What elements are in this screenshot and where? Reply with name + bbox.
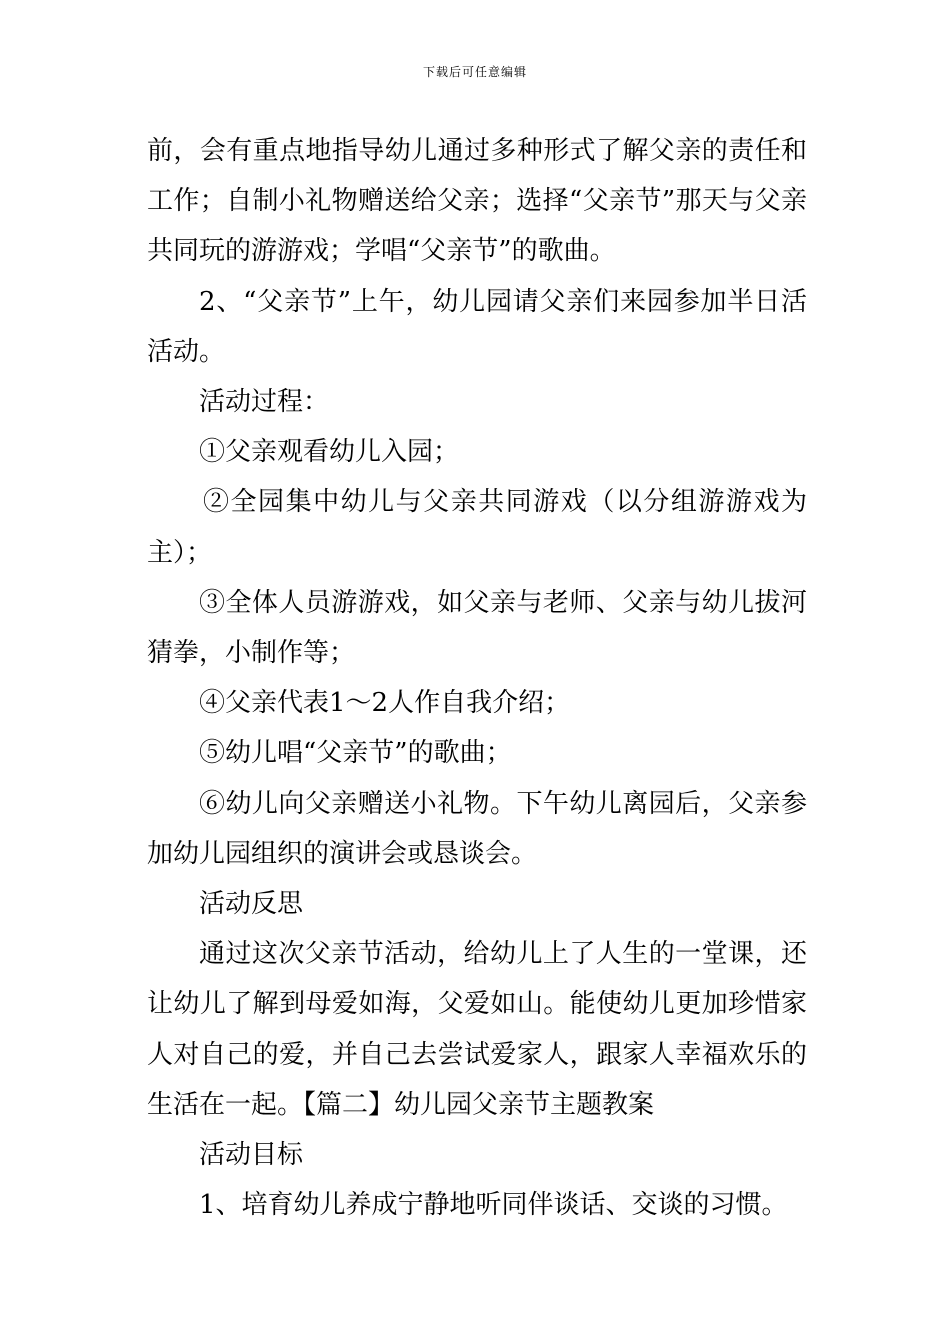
page-header: 下载后可任意编辑 [422,65,527,79]
list-item-step-2: ②全园集中幼儿与父亲共同游戏（以分组游游戏为主）； [147,487,807,568]
heading-activity-reflection: 活动反思 [199,889,304,920]
heading-activity-goals: 活动目标 [199,1140,304,1171]
list-item-step-3: ③全体人员游游戏，如父亲与老师、父亲与幼儿拔河猜拳，小制作等； [147,587,807,669]
list-item-step-1: ①父亲观看幼儿入园； [199,437,460,468]
paragraph-preparation-continued: 前，会有重点地指导幼儿通过多种形式了解父亲的责任和工作；自制小礼物赠送给父亲；选择“父亲节”那天与父亲共同玩的游游戏；学唱“父亲节”的歌曲。 [147,136,807,267]
list-item-goal-1: 1、培育幼儿养成宁静地听同伴谈话、交谈的习惯。 [199,1190,788,1221]
heading-activity-process: 活动过程： [199,387,330,418]
list-item-step-4: ④父亲代表1～2人作自我介绍； [199,688,571,719]
list-item-step-6: ⑥幼儿向父亲赠送小礼物。下午幼儿离园后，父亲参加幼儿园组织的演讲会或恳谈会。 [147,788,807,869]
paragraph-reflection: 通过这次父亲节活动，给幼儿上了人生的一堂课，还让幼儿了解到母爱如海，父爱如山。能使幼儿更加珍惜家人对自己的爱，并自己去尝试爱家人，跟家人幸福欢乐的生活在一起。【篇二】幼儿园父亲节主题教案 [147,939,807,1120]
list-item-step-5: ⑤幼儿唱“父亲节”的歌曲； [199,738,512,769]
document-body [147,126,807,1230]
paragraph-item-2: 2、“父亲节”上午，幼儿园请父亲们来园参加半日活活动。 [147,286,807,367]
